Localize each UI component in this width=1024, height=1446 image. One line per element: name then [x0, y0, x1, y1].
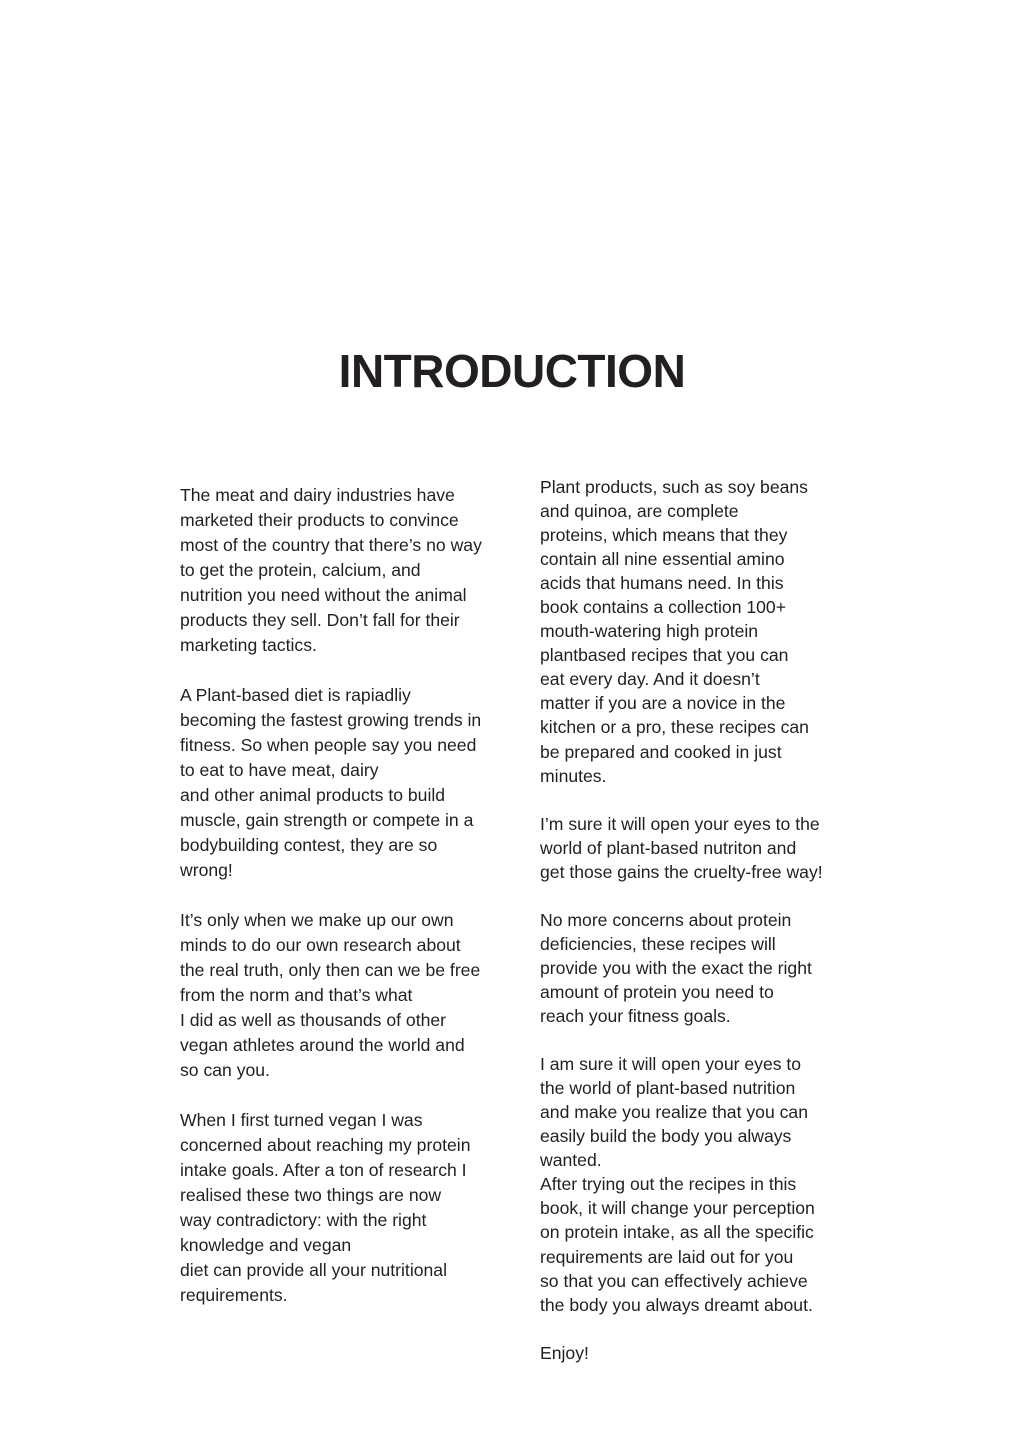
paragraph	[540, 908, 870, 1028]
paragraph-gap	[540, 1317, 870, 1341]
text-line: eat every day. And it doesn’t	[540, 669, 760, 690]
text-line: concerned about reaching my protein	[180, 1135, 471, 1155]
page-title: INTRODUCTION	[338, 345, 686, 397]
text-line: easily build the body you always	[540, 1126, 792, 1147]
paragraph	[540, 1052, 870, 1317]
text-line: requirements are laid out for you	[540, 1246, 794, 1267]
text-line: book, it will change your perception	[540, 1198, 815, 1219]
text-line: bodybuilding contest, they are so	[180, 835, 438, 855]
text-line: muscle, gain strength or compete in a	[180, 810, 474, 830]
paragraph-gap	[540, 788, 870, 812]
text-line: requirements.	[180, 1285, 288, 1305]
text-line: provide you with the exact the right	[540, 957, 812, 978]
text-line: and other animal products to build	[180, 785, 446, 805]
text-line: becoming the fastest growing trends in	[180, 710, 482, 730]
text-line: Enjoy!	[540, 1342, 589, 1363]
paragraph	[540, 1341, 870, 1365]
text-line: It’s only when we make up our own	[180, 910, 454, 930]
text-line: book contains a collection 100+	[540, 597, 786, 618]
text-line: diet can provide all your nutritional	[180, 1260, 447, 1280]
text-line: and make you realize that you can	[540, 1102, 808, 1123]
text-line: I’m sure it will open your eyes to the	[540, 813, 820, 834]
text-line: I am sure it will open your eyes to	[540, 1054, 802, 1075]
text-line: kitchen or a pro, these recipes can	[540, 717, 809, 738]
text-line: most of the country that there’s no way	[180, 535, 482, 555]
text-line: realised these two things are now	[180, 1185, 442, 1205]
text-line: When I first turned vegan I was	[180, 1110, 423, 1130]
text-line: from the norm and that’s what	[180, 985, 413, 1005]
text-line: wrong!	[180, 860, 233, 880]
text-line: fitness. So when people say you need	[180, 735, 477, 755]
text-line: way contradictory: with the right	[180, 1210, 427, 1230]
text-line: minds to do our own research about	[180, 935, 461, 955]
text-line: knowledge and vegan	[180, 1235, 352, 1255]
text-line: so that you can effectively achieve	[540, 1270, 808, 1291]
text-line: be prepared and cooked in just	[540, 741, 782, 762]
text-line: A Plant-based diet is rapiadliy	[180, 685, 411, 705]
paragraph	[180, 683, 520, 883]
text-line: minutes.	[540, 765, 607, 786]
text-line: to eat to have meat, dairy	[180, 760, 379, 780]
text-line: No more concerns about protein	[540, 909, 792, 930]
text-line: to get the protein, calcium, and	[180, 560, 421, 580]
text-line: plantbased recipes that you can	[540, 645, 789, 666]
paragraph	[540, 475, 870, 788]
text-line: the body you always dreamt about.	[540, 1294, 813, 1315]
text-line: nutrition you need without the animal	[180, 585, 467, 605]
text-line: world of plant-based nutriton and	[540, 837, 797, 858]
text-line: products they sell. Don’t fall for their	[180, 610, 460, 630]
text-line: acids that humans need. In this	[540, 573, 784, 594]
text-line: get those gains the cruelty-free way!	[540, 861, 823, 882]
text-line: and quinoa, are complete	[540, 501, 739, 522]
text-line: deficiencies, these recipes will	[540, 933, 776, 954]
paragraph	[180, 908, 520, 1083]
paragraph	[180, 1108, 520, 1308]
text-line: amount of protein you need to	[540, 981, 774, 1002]
text-line: so can you.	[180, 1060, 270, 1080]
paragraph-gap	[540, 884, 870, 908]
left-column	[180, 483, 520, 1308]
text-line: vegan athletes around the world and	[180, 1035, 465, 1055]
paragraph-gap	[180, 1083, 520, 1108]
paragraph	[540, 812, 870, 884]
text-line: The meat and dairy industries have	[180, 485, 455, 505]
text-line: I did as well as thousands of other	[180, 1010, 447, 1030]
text-line: the real truth, only then can we be free	[180, 960, 481, 980]
text-line: contain all nine essential amino	[540, 549, 785, 570]
text-line: proteins, which means that they	[540, 525, 788, 546]
text-line: reach your fitness goals.	[540, 1006, 731, 1027]
text-line: the world of plant-based nutrition	[540, 1078, 796, 1099]
paragraph	[180, 483, 520, 658]
text-line: mouth-watering high protein	[540, 621, 759, 642]
paragraph-gap	[540, 1028, 870, 1052]
paragraph-gap	[180, 658, 520, 683]
text-line: wanted.	[540, 1150, 602, 1171]
text-line: on protein intake, as all the specific	[540, 1222, 814, 1243]
text-line: After trying out the recipes in this	[540, 1174, 797, 1195]
text-line: marketed their products to convince	[180, 510, 459, 530]
right-column	[540, 475, 870, 1365]
paragraph-gap	[180, 883, 520, 908]
text-line: marketing tactics.	[180, 635, 317, 655]
text-line: matter if you are a novice in the	[540, 693, 786, 714]
text-line: intake goals. After a ton of research I	[180, 1160, 467, 1180]
text-line: Plant products, such as soy beans	[540, 477, 808, 497]
